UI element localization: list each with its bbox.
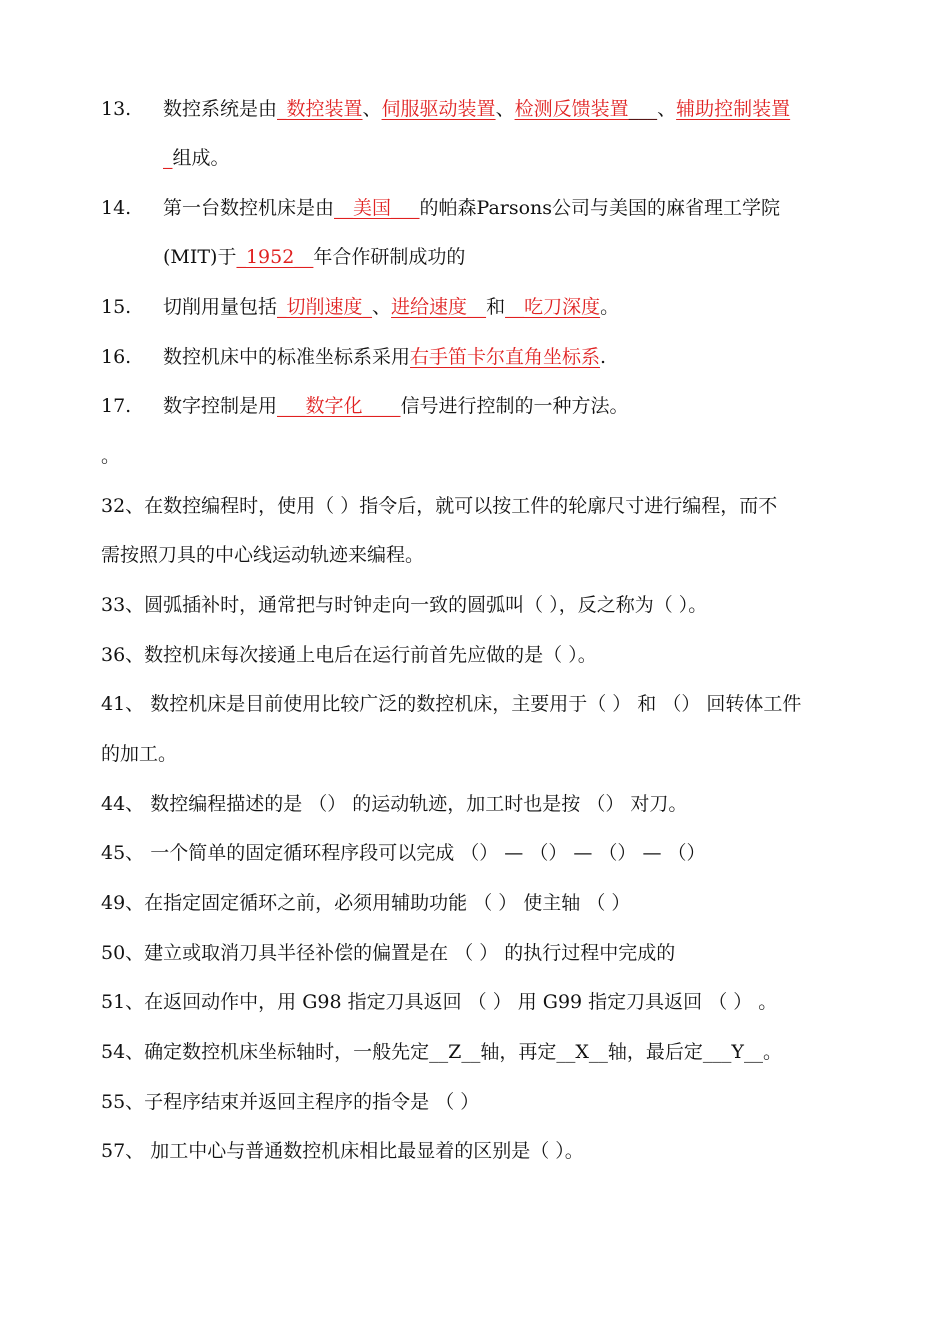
question-number: 17. (101, 395, 132, 417)
question-16 (0, 341, 950, 373)
question-36: 36、数控机床每次接通上电后在运行前首先应做的是（ ）。 (101, 644, 597, 666)
question-33: 33、圆弧插补时，通常把与时钟走向一致的圆弧叫（ ），反之称为（ ）。 (101, 594, 708, 616)
question-45: 45、 一个简单的固定循环程序段可以完成 （） — （） — （） — （） (101, 842, 706, 864)
question-text: 切削用量包括_切削速度_、进给速度__和__吃刀深度。 (163, 296, 620, 318)
question-41: 41、 数控机床是目前使用比较广泛的数控机床，主要用于（ ） 和 （） 回转体工件 (101, 693, 802, 715)
question-55: 55、子程序结束并返回主程序的指令是 （ ） (101, 1091, 480, 1113)
question-text: 第一台数控机床是由__美国___的帕森Parsons公司与美国的麻省理工学院 (163, 197, 781, 219)
answer-blank: __吃刀深度 (505, 296, 601, 318)
question-number: 14. (101, 197, 132, 219)
question-14-cont: (MIT)于_1952__年合作研制成功的 (163, 246, 466, 268)
question-14 (0, 192, 950, 224)
question-41-cont: 的加工。 (101, 743, 178, 765)
answer-blank: 辅助控制装置 (676, 98, 791, 120)
answer-blank: 伺服驱动装置 (381, 98, 496, 120)
question-32-cont: 需按照刀具的中心线运动轨迹来编程。 (101, 544, 425, 566)
question-number: 13. (101, 98, 132, 120)
answer-blank: _1952__ (236, 246, 314, 268)
answer-blank: 右手笛卡尔直角坐标系 (410, 346, 601, 368)
question-44: 44、 数控编程描述的是 （） 的运动轨迹，加工时也是按 （） 对刀。 (101, 793, 688, 815)
answer-blank: 检测反馈装置 (514, 98, 629, 120)
answer-blank: _数控装置 (277, 98, 363, 120)
answer-blank: ___数字化____ (277, 395, 401, 417)
question-number: 15. (101, 296, 132, 318)
question-49: 49、在指定固定循环之前，必须用辅助功能 （ ） 使主轴 （ ） (101, 892, 631, 914)
question-51: 51、在返回动作中，用 G98 指定刀具返回 （ ） 用 G99 指定刀具返回 （ ） 。 (101, 991, 778, 1013)
question-32: 32、在数控编程时，使用（ ）指令后，就可以按工件的轮廓尺寸进行编程，而不 (101, 495, 778, 517)
answer-blank: 进给速度__ (391, 296, 487, 318)
question-15 (0, 291, 950, 323)
question-50: 50、建立或取消刀具半径补偿的偏置是在 （ ） 的执行过程中完成的 (101, 942, 676, 964)
question-54: 54、确定数控机床坐标轴时，一般先定__Z__轴，再定__X__轴，最后定___Y__。 (101, 1041, 782, 1063)
stray-punctuation: 。 (101, 445, 121, 467)
question-57: 57、 加工中心与普通数控机床相比最显着的区别是（ ）。 (101, 1140, 584, 1162)
answer-blank: _切削速度_ (277, 296, 373, 318)
question-text: 数字控制是用___数字化____信号进行控制的一种方法。 (163, 395, 629, 417)
question-text: 数控系统是由_数控装置、伺服驱动装置、检测反馈装置___、辅助控制装置 (163, 98, 791, 120)
question-17 (0, 390, 950, 422)
question-number: 16. (101, 346, 132, 368)
question-text: 数控机床中的标准坐标系采用右手笛卡尔直角坐标系. (163, 346, 607, 368)
question-13 (0, 93, 950, 125)
question-13-cont: _组成。 (163, 147, 230, 169)
answer-blank: __美国___ (334, 197, 420, 219)
